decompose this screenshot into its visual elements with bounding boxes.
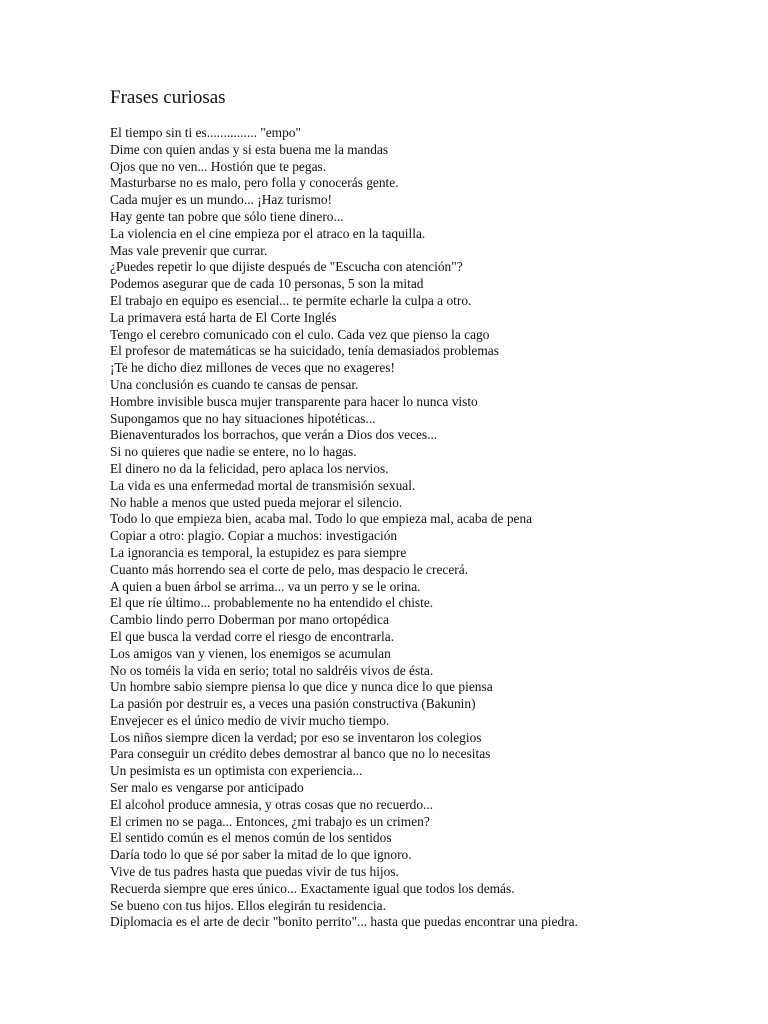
phrase-line: No os toméis la vida en serio; total no saldréis vivos de ésta. (110, 662, 434, 678)
phrase-line: Mas vale prevenir que currar. (110, 242, 268, 258)
phrase-line: ¿Puedes repetir lo que dijiste después de "Escucha con atención"? (110, 259, 463, 275)
phrase-line: Los amigos van y vienen, los enemigos se acumulan (110, 645, 391, 661)
phrase-line: La primavera está harta de El Corte Inglés (110, 309, 337, 325)
phrase-line: ¡Te he dicho diez millones de veces que no exageres! (110, 360, 395, 376)
phrase-line: Cada mujer es un mundo... ¡Haz turismo! (110, 192, 333, 208)
phrase-line: El que busca la verdad corre el riesgo de encontrarla. (110, 628, 395, 644)
phrase-line: Cambio lindo perro Doberman por mano ortopédica (110, 612, 389, 628)
phrase-line: Diplomacia es el arte de decir "bonito perrito"... hasta que puedas encontrar una piedra. (110, 914, 578, 930)
phrase-line: El dinero no da la felicidad, pero aplaca los nervios. (110, 460, 389, 476)
phrase-line: Dime con quien andas y si esta buena me la mandas (110, 141, 389, 157)
phrase-line: A quien a buen árbol se arrima... va un perro y se le orina. (110, 578, 421, 594)
phrase-line: Todo lo que empieza bien, acaba mal. Todo lo que empieza mal, acaba de pena (110, 511, 533, 527)
phrase-line: Si no quieres que nadie se entere, no lo hagas. (110, 444, 357, 460)
phrase-line: El tiempo sin ti es............... "empo" (110, 125, 301, 140)
phrase-line: Se bueno con tus hijos. Ellos elegirán tu residencia. (110, 897, 386, 913)
phrase-line: Supongamos que no hay situaciones hipotéticas... (110, 410, 376, 426)
phrase-line: Los niños siempre dicen la verdad; por eso se inventaron los colegios (110, 729, 482, 745)
phrase-line: Ojos que no ven... Hostión que te pegas. (110, 158, 327, 174)
phrase-line: El alcohol produce amnesia, y otras cosas que no recuerdo... (110, 796, 434, 812)
phrase-line: Daría todo lo que sé por saber la mitad de lo que ignoro. (110, 847, 412, 863)
phrase-line: El que ríe último... probablemente no ha entendido el chiste. (110, 595, 434, 611)
phrase-line: Ser malo es vengarse por anticipado (110, 780, 304, 796)
phrase-line: Cuanto más horrendo sea el corte de pelo, mas despacio le crecerá. (110, 561, 469, 577)
phrase-line: El profesor de matemáticas se ha suicidado, tenía demasiados problemas (110, 343, 499, 359)
phrase-line: Envejecer es el único medio de vivir mucho tiempo. (110, 712, 390, 728)
phrase-line: El trabajo en equipo es esencial... te permite echarle la culpa a otro. (110, 292, 472, 308)
phrase-line: Copiar a otro: plagio. Copiar a muchos: investigación (110, 528, 398, 544)
phrase-line: El crimen no se paga... Entonces, ¿mi trabajo es un crimen? (110, 813, 430, 829)
phrase-line: Tengo el cerebro comunicado con el culo. Cada vez que pienso la cago (110, 326, 490, 342)
phrase-line: La ignorancia es temporal, la estupidez es para siempre (110, 544, 407, 560)
phrase-line: Vive de tus padres hasta que puedas vivir de tus hijos. (110, 864, 399, 880)
phrase-line: Un hombre sabio siempre piensa lo que dice y nunca dice lo que piensa (110, 679, 493, 695)
phrase-line: Masturbarse no es malo, pero folla y conocerás gente. (110, 175, 399, 191)
phrase-line: Un pesimista es un optimista con experiencia... (110, 763, 363, 779)
phrase-line: Hay gente tan pobre que sólo tiene dinero... (110, 208, 344, 224)
page-title: Frases curiosas (110, 87, 226, 108)
phrase-line: Una conclusión es cuando te cansas de pensar. (110, 376, 359, 392)
phrase-list (110, 125, 578, 931)
phrase-line: La pasión por destruir es, a veces una pasión constructiva (Bakunin) (110, 696, 476, 712)
phrase-line: La violencia en el cine empieza por el atraco en la taquilla. (110, 225, 426, 241)
phrase-line: La vida es una enfermedad mortal de transmisión sexual. (110, 477, 416, 493)
phrase-line: El sentido común es el menos común de los sentidos (110, 830, 392, 846)
phrase-line: Para conseguir un crédito debes demostrar al banco que no lo necesitas (110, 746, 491, 762)
phrase-line: No hable a menos que usted pueda mejorar el silencio. (110, 494, 403, 510)
phrase-line: Podemos asegurar que de cada 10 personas, 5 son la mitad (110, 276, 424, 292)
phrase-line: Recuerda siempre que eres único... Exactamente igual que todos los demás. (110, 880, 515, 896)
phrase-line: Bienaventurados los borrachos, que verán a Dios dos veces... (110, 427, 438, 443)
phrase-line: Hombre invisible busca mujer transparente para hacer lo nunca visto (110, 393, 478, 409)
